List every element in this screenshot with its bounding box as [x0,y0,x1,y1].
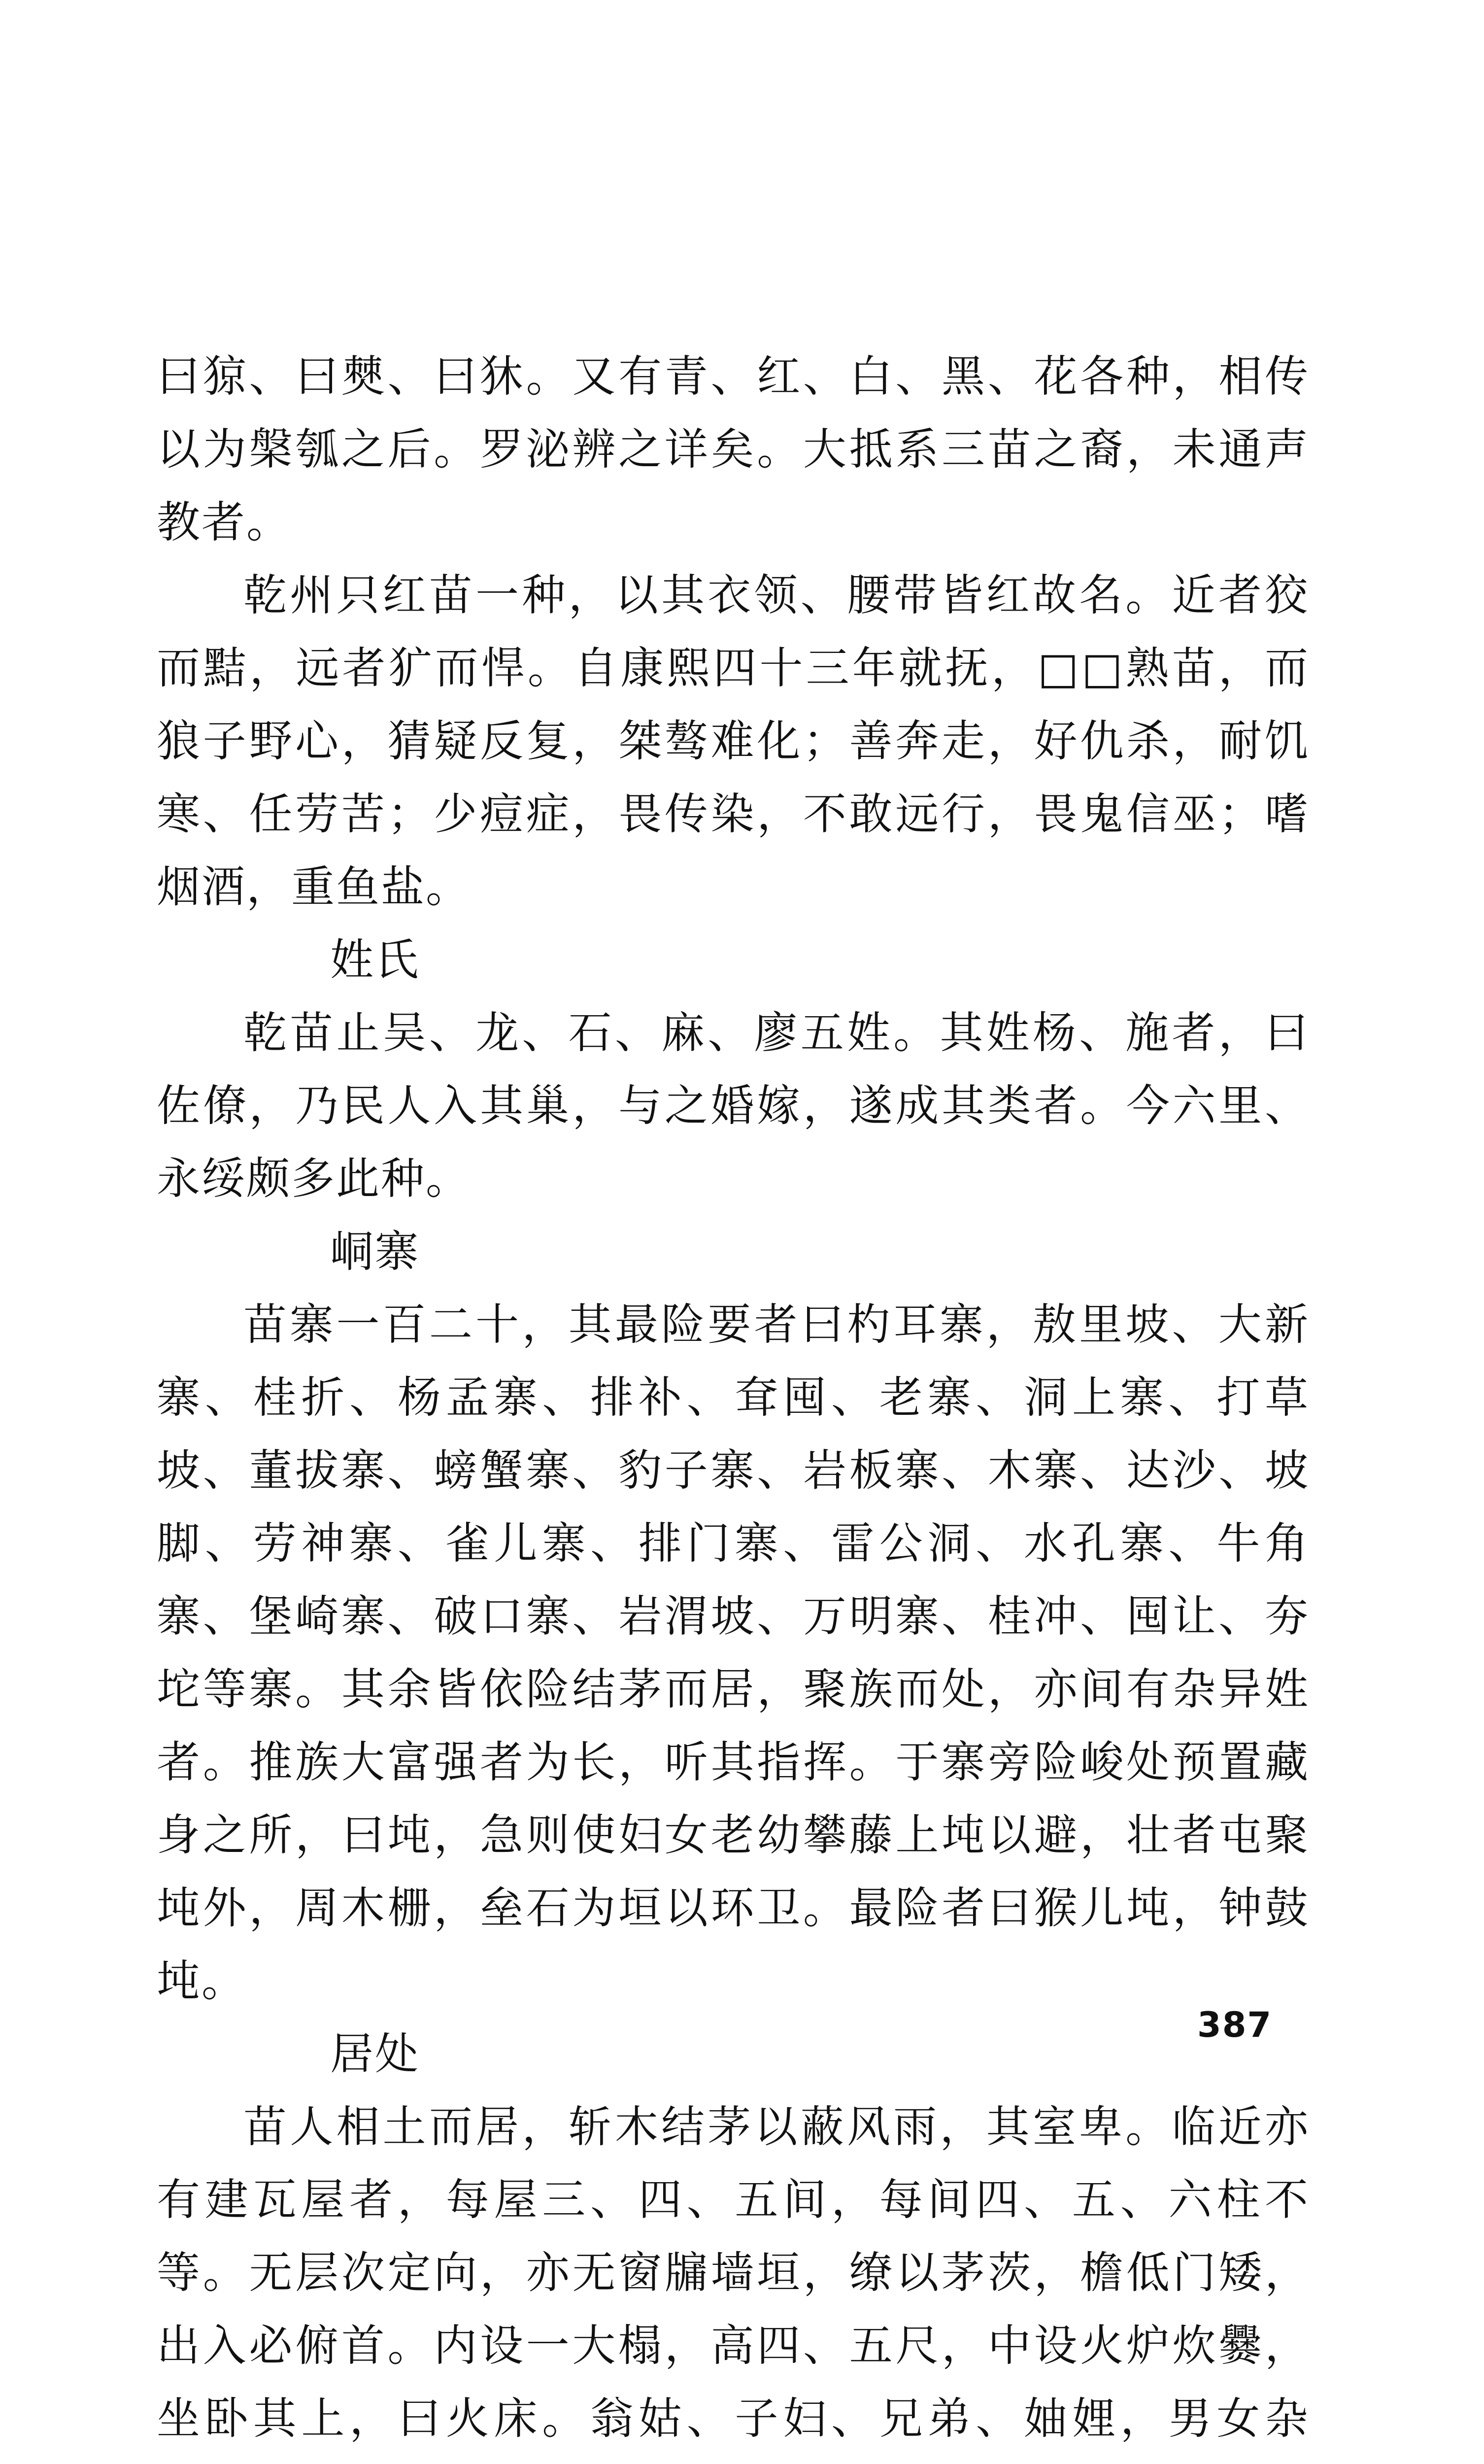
section-heading-villages: 峒寨 [330,1226,420,1277]
paragraph-continued: 曰猄、曰僰、曰狇。又有青、红、白、黑、花各种，相传以为槃瓠之后。罗泌辨之详矣。大抵系三苗之裔，未通声教者。 [157,351,1310,548]
paragraph-surnames: 乾苗止吴、龙、石、麻、廖五姓。其姓杨、施者，曰佐僚，乃民人入其巢，与之婚嫁，遂成其类者。今六里、永绥颇多此种。 [157,1007,1310,1204]
page-number: 387 [1197,2005,1273,2045]
paragraph-dwelling: 苗人相土而居，斩木结茅以蔽风雨，其室卑。临近亦有建瓦屋者，每屋三、四、五间，每间四、五、六柱不等。无层次定向，亦无窗牖墙垣，缭以茅茨，檐低门矮，出入必俯首。内设一大榻，高四、五尺，中设火炉炊爨，坐卧其上，曰火床。翁姑、子妇、兄弟、妯娌，男女杂 [157,2101,1310,2444]
section-heading-dwelling: 居处 [330,2028,420,2079]
section-heading-surname: 姓氏 [330,934,420,985]
page-body [157,340,1310,2464]
paragraph-villages: 苗寨一百二十，其最险要者曰杓耳寨，敖里坡、大新寨、桂折、杨孟寨、排补、耷囤、老寨、洞上寨、打草坡、董拔寨、螃蟹寨、豹子寨、岩板寨、木寨、达沙、坡脚、劳神寨、雀儿寨、排门寨、雷公洞、水孔寨、牛角寨、堡崎寨、破口寨、岩渭坡、万明寨、桂冲、囤让、夯坨等寨。其余皆依险结茅而居，聚族而处，亦间有杂异姓者。推族大富强者为长，听其指挥。于寨旁险峻处预置藏身之所，曰坉，急则使妇女老幼攀藤上坉以避，壮者屯聚坉外，周木栅，垒石为垣以环卫。最险者曰猴儿坉，钟鼓坉。 [157,1299,1310,2006]
paragraph-qianzhou-red-miao: 乾州只红苗一种，以其衣领、腰带皆红故名。近者狡而黠，远者犷而悍。自康熙四十三年就抚，□□熟苗，而狼子野心，猜疑反复，桀骜难化；善奔走，好仇杀，耐饥寒、任劳苦；少痘症，畏传染，不敢远行，畏鬼信巫；嗜烟酒，重鱼盐。 [157,570,1310,912]
